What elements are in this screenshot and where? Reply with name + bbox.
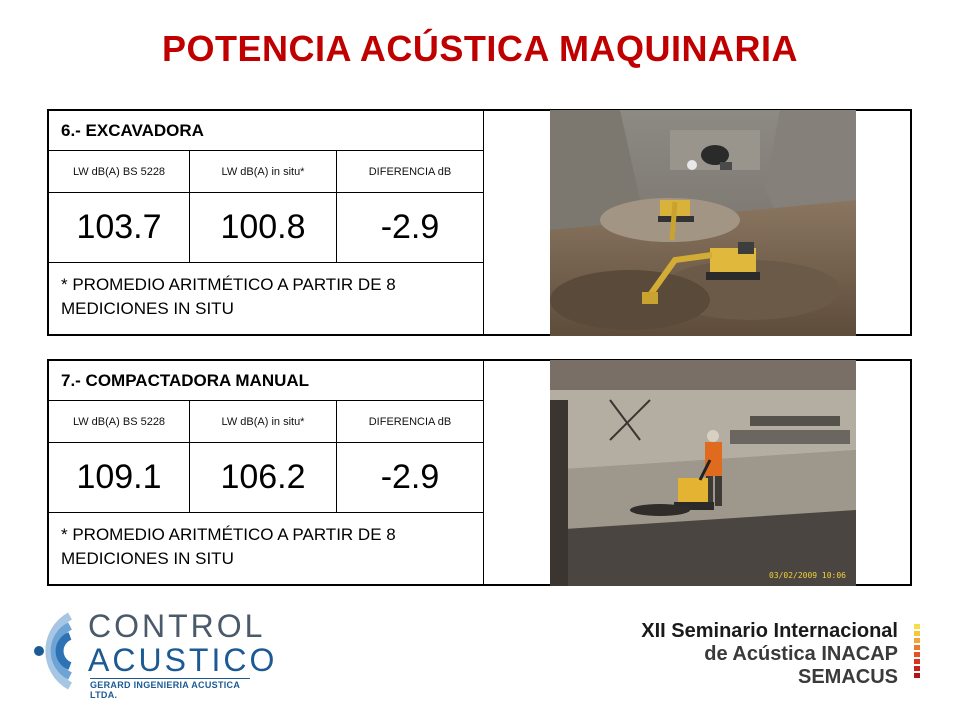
brand-line-2: ACUSTICO xyxy=(88,642,278,678)
value-bs5228: 103.7 xyxy=(49,193,190,262)
footnote: * PROMEDIO ARITMÉTICO A PARTIR DE 8 MEDICIONES IN SITU xyxy=(61,275,396,318)
column-header-in-situ: LW dB(A) in situ* xyxy=(190,151,337,192)
machine-section-compactadora xyxy=(47,359,912,586)
seminar-line-3: SEMACUS xyxy=(797,666,898,688)
note-row xyxy=(49,263,483,334)
value-in-situ: 100.8 xyxy=(190,193,337,262)
page-title: POTENCIA ACÚSTICA MAQUINARIA xyxy=(162,28,798,69)
sound-wave-icon xyxy=(30,608,90,694)
noise-table xyxy=(49,111,484,334)
noise-table xyxy=(49,361,484,584)
column-header-row xyxy=(49,151,483,193)
value-difference: -2.9 xyxy=(380,458,440,496)
footnote: * PROMEDIO ARITMÉTICO A PARTIR DE 8 MEDICIONES IN SITU xyxy=(61,525,396,568)
value-difference: -2.9 xyxy=(380,208,440,246)
column-header-bs5228: LW dB(A) BS 5228 xyxy=(49,151,190,192)
values-row xyxy=(49,193,483,263)
table-heading-row xyxy=(49,361,483,401)
column-header-bs5228: LW dB(A) BS 5228 xyxy=(49,401,190,442)
seminar-line-2: de Acústica INACAP xyxy=(704,643,898,665)
control-acustico-logo xyxy=(30,608,278,700)
semacus-logo xyxy=(641,620,928,690)
note-row xyxy=(49,513,483,584)
column-header-difference: DIFERENCIA dB xyxy=(368,415,452,428)
color-bar-icon xyxy=(914,624,922,686)
value-in-situ: 106.2 xyxy=(190,443,337,512)
section-heading: 7.- COMPACTADORA MANUAL xyxy=(61,371,310,390)
brand-line-1: CONTROL xyxy=(88,608,266,644)
photo-timestamp: 03/02/2009 10:06 xyxy=(768,571,846,580)
value-bs5228: 109.1 xyxy=(49,443,190,512)
compactor-photo xyxy=(550,360,856,586)
section-heading: 6.- EXCAVADORA xyxy=(61,121,204,140)
values-row xyxy=(49,443,483,513)
table-heading-row xyxy=(49,111,483,151)
seminar-line-1: XII Seminario Internacional xyxy=(641,620,898,642)
machine-section-excavadora xyxy=(47,109,912,336)
column-header-difference: DIFERENCIA dB xyxy=(368,165,452,178)
brand-tagline: GERARD INGENIERIA ACUSTICA LTDA. xyxy=(90,678,250,700)
column-header-row xyxy=(49,401,483,443)
column-header-in-situ: LW dB(A) in situ* xyxy=(190,401,337,442)
excavator-photo xyxy=(550,110,856,336)
